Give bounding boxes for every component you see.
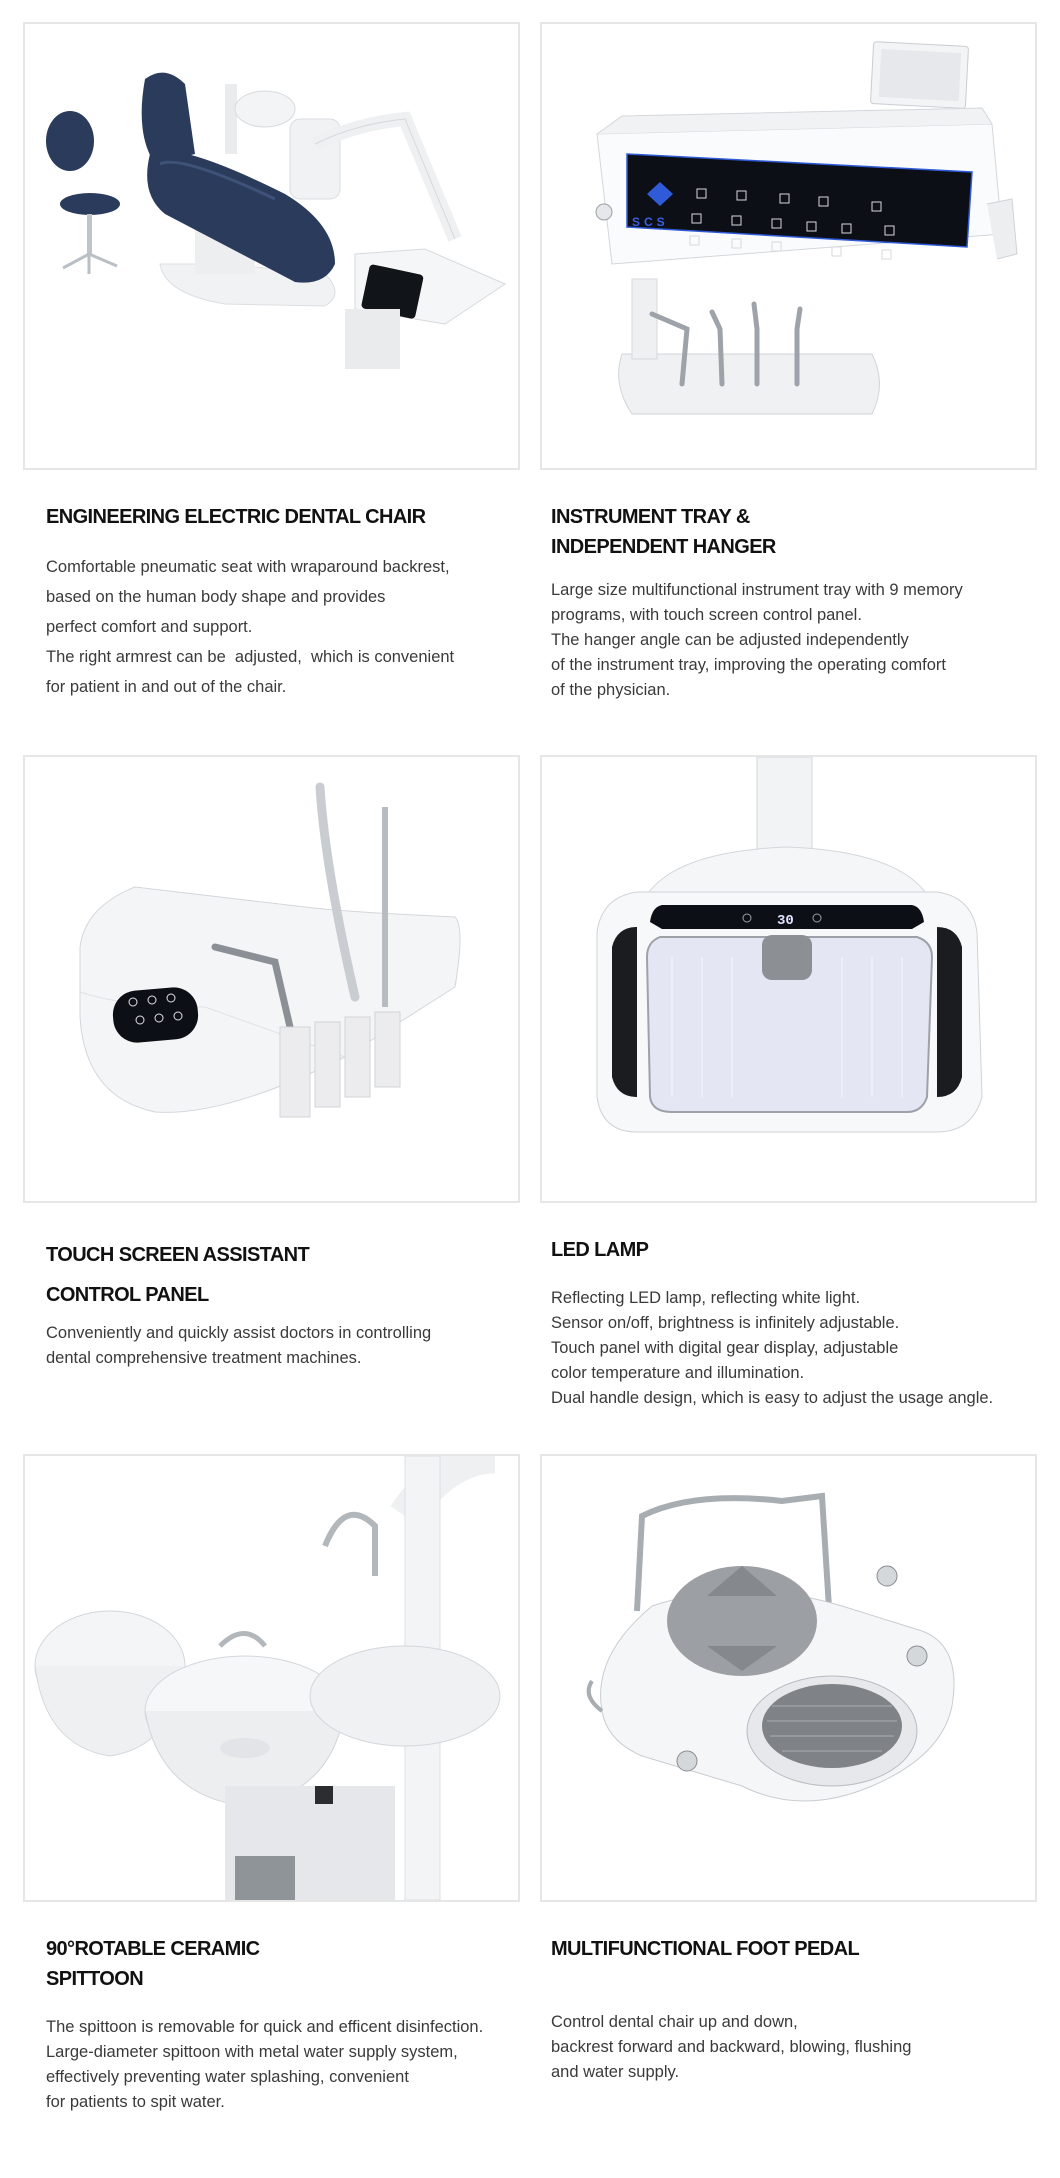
- description-line: of the instrument tray, improving the operating comfort: [551, 656, 946, 674]
- feature-title: [46, 1934, 260, 1994]
- description-line: Comfortable pneumatic seat with wraparound backrest,: [46, 558, 450, 576]
- description-line: The spittoon is removable for quick and efficent disinfection.: [46, 2018, 484, 2036]
- foot-pedal-image: [540, 1454, 1037, 1902]
- description-line: Large size multifunctional instrument tray with 9 memory: [551, 581, 963, 599]
- foot-pedal-illustration: [542, 1456, 1035, 1900]
- feature-title: [551, 1235, 648, 1265]
- dental-chair-image: [23, 22, 520, 470]
- description-line: Conveniently and quickly assist doctors in controlling: [46, 1324, 432, 1342]
- feature-title-line: MULTIFUNCTIONAL FOOT PEDAL: [551, 1938, 860, 1960]
- description-line: of the physician.: [551, 681, 671, 699]
- description-line: dental comprehensive treatment machines.: [46, 1349, 362, 1367]
- feature-description: [46, 2015, 483, 2115]
- spittoon-illustration: [25, 1456, 518, 1900]
- feature-title: [551, 1934, 859, 1964]
- feature-description: [551, 1286, 993, 1411]
- description-line: based on the human body shape and provides: [46, 588, 386, 606]
- feature-title: [46, 502, 425, 532]
- instrument-tray-image: [540, 22, 1037, 470]
- description-line: and water supply.: [551, 2063, 680, 2081]
- assistant-panel-image: [23, 755, 520, 1203]
- description-line: The hanger angle can be adjusted independently: [551, 631, 909, 649]
- feature-title-line: SPITTOON: [46, 1968, 144, 1990]
- description-line: Large-diameter spittoon with metal water supply system,: [46, 2043, 458, 2061]
- feature-description: [551, 578, 963, 703]
- description-line: Control dental chair up and down,: [551, 2013, 798, 2031]
- feature-description: [46, 1321, 431, 1371]
- description-line: Touch panel with digital gear display, adjustable: [551, 1339, 899, 1357]
- description-line: color temperature and illumination.: [551, 1364, 805, 1382]
- assistant-panel-illustration: [25, 757, 518, 1201]
- dental-chair-illustration: [25, 24, 518, 468]
- led-lamp-image: [540, 755, 1037, 1203]
- brand-logo-text: SCS: [632, 215, 669, 229]
- feature-description: [551, 2010, 911, 2085]
- lamp-gear-display: 30: [777, 913, 794, 929]
- feature-title-line: LED LAMP: [551, 1239, 649, 1261]
- feature-title-line: INSTRUMENT TRAY &: [551, 506, 750, 528]
- description-line: The right armrest can be adjusted, which is convenient: [46, 648, 455, 666]
- feature-title: [46, 1235, 309, 1315]
- feature-title-line: TOUCH SCREEN ASSISTANT: [46, 1244, 310, 1266]
- description-line: perfect comfort and support.: [46, 618, 253, 636]
- description-line: programs, with touch screen control panel.: [551, 606, 862, 624]
- led-lamp-illustration: [542, 757, 1035, 1201]
- instrument-tray-illustration: [542, 24, 1035, 468]
- feature-title-line: CONTROL PANEL: [46, 1284, 209, 1306]
- feature-title-line: INDEPENDENT HANGER: [551, 536, 776, 558]
- description-line: Reflecting LED lamp, reflecting white light.: [551, 1289, 861, 1307]
- description-line: backrest forward and backward, blowing, flushing: [551, 2038, 912, 2056]
- feature-title-line: 90°ROTABLE CERAMIC: [46, 1938, 260, 1960]
- feature-title-line: ENGINEERING ELECTRIC DENTAL CHAIR: [46, 506, 426, 528]
- spittoon-image: [23, 1454, 520, 1902]
- description-line: Sensor on/off, brightness is infinitely adjustable.: [551, 1314, 900, 1332]
- description-line: Dual handle design, which is easy to adjust the usage angle.: [551, 1389, 994, 1407]
- feature-description: [46, 552, 454, 702]
- description-line: effectively preventing water splashing, convenient: [46, 2068, 409, 2086]
- feature-title: [551, 502, 776, 562]
- description-line: for patients to spit water.: [46, 2093, 225, 2111]
- description-line: for patient in and out of the chair.: [46, 678, 287, 696]
